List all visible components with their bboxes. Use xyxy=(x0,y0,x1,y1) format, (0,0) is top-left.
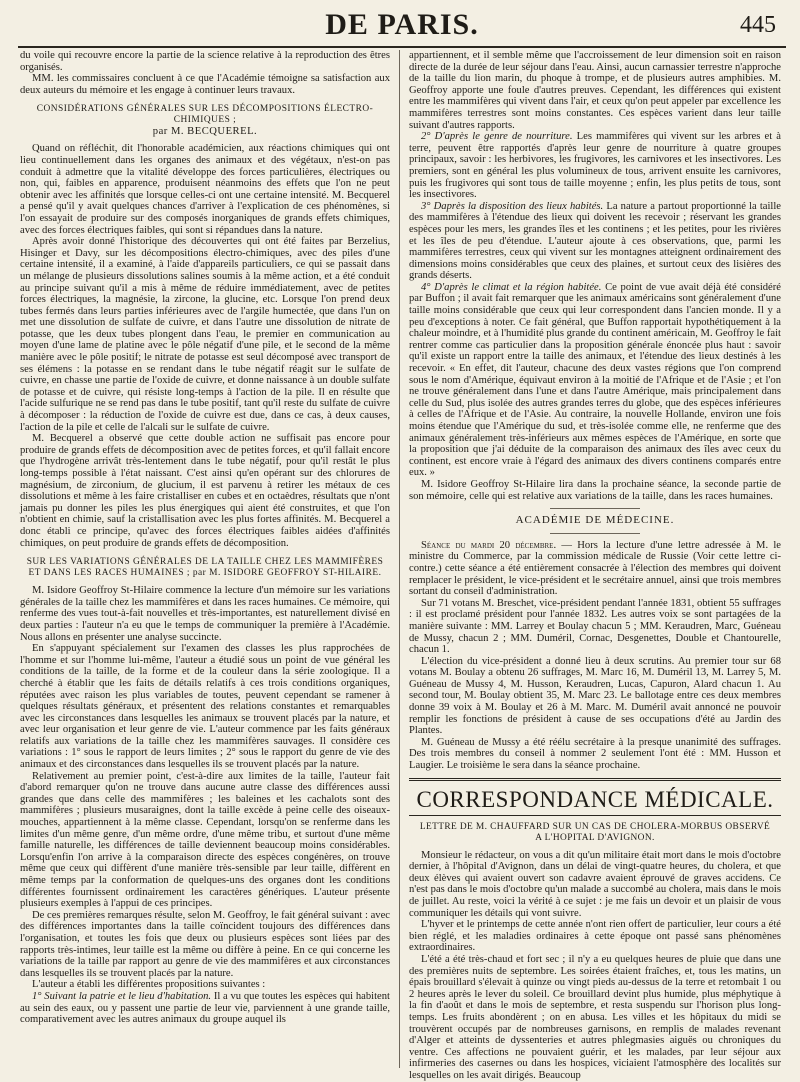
divider xyxy=(550,508,640,509)
paragraph: L'hyver et le printemps de cette année n'ont rien offert de particulier, leur cours a été bien réglé, et les maladies ordinaires à cette époque ont passé sans phénomènes extraordinaires. xyxy=(409,919,781,954)
paragraph: L'auteur a établi les différentes propositions suivantes : xyxy=(32,979,266,991)
paragraph xyxy=(409,282,781,479)
paragraph: Monsieur le rédacteur, on vous a dit qu'un militaire était mort dans le mois d'octobre dernier, à l'hôpital d'Avignon, dans un délai de vingt-quatre heures, du cholera, et que deux élèves qui avaient ouvert son cadavre avaient éprouvé de graves accidens. Ce n'est pas dans le mois d'octobre qu'un malade a succombé au cholera, mais dans le mois de juillet. Au reste, voici la vérité à ce sujet : je me fais un devoir et un plaisir de vous communiquer les détails qui vont suivre. xyxy=(409,849,781,919)
paragraph: M. Isidore Geoffroy St-Hilaire lira dans la prochaine séance, la seconde partie de son mémoire, celle qui est relative aux variations de la taille, dans les races humaines. xyxy=(409,478,781,502)
section-title: SUR LES VARIATIONS GÉNÉRALES DE LA TAILLE CHEZ LES MAMMIFÈRES ET DANS LES RACES HUMAINES ; par M. ISIDORE GEOFFROY ST-HILAIRE. xyxy=(26,557,384,579)
paragraph: Sur 71 votans M. Breschet, vice-président pendant l'année 1831, obtient 55 suffrages : il est proclamé président pour l'année 1832. Les autres voix se sont partagées de la manière suivante : MM. Larrey et Boulay chacun 5 ; MM. Keraudren, Marc, Guéneau de Mussy, chacun 2 ; MM. Duméril, Cornac, Desgenettes, Double et Chantourelle, chacun 1. xyxy=(409,597,781,656)
paragraph: De ces premières remarques résulte, selon M. Geoffroy, le fait général suivant : avec des différences importantes dans la taille coïncident toujours des différences dans l'organisation, et toutes les fois que deux ou plusieurs espèces sont liées par des rapports très-intimes, leur taille est la même ou diffère à peine. En ce qui concerne les variations de la taille par rapport au genre de vie des mammifères et aux circonstances dans lesquelles ils se trouvent placés par la nature. xyxy=(20,909,390,979)
running-head xyxy=(18,6,786,46)
letter-heading xyxy=(409,822,781,844)
paragraph-lead: 4° D'après le climat et la région habitée. xyxy=(421,281,602,293)
divider xyxy=(550,533,640,534)
paragraph: Quand on réfléchit, dit l'honorable académicien, aux réactions chimiques qui ont lieu continuellement dans les organes des animaux et des végétaux, n'est-on pas conduit à admettre que la vitalité développe des forces particulières, électriques ou non, qui, faibles en apparence, produisent néanmoins des effets que l'on ne peut obtenir avec les affinités que lorsque celles-ci ont une certaine intensité. M. Becquerel a pensé qu'il y avait quelques chances d'arriver à l'explication de ces phénomènes, si l'on essayait de produire sur des composés inorganiques de grands effets chimiques, avec des forces électriques faibles, qui sont si répandues dans la nature. xyxy=(20,143,390,236)
paragraph-lead: 3° Daprès la disposition des lieux habités. xyxy=(421,200,604,212)
column-rule xyxy=(399,50,400,1068)
paragraph: En s'appuyant spécialement sur l'examen des classes les plus rapprochées de l'homme et sur l'homme lui-même, l'auteur a étudié sous un point de vue général les conditions de la taille, de la forme et de la couleur dans la série zoologique. Il a cherché à établir que les faits de détails relatifs à ces trois conditions organiques, réputées avec raison les plus variables de toutes, peuvent cependant se ramener à quelques résultats généraux, et présentent des relations constantes et remarquables avec les circonstances dans lesquelles les animaux se trouvent placés par la nature, et avec leur organisation et leur genre de vie. L'auteur commence par les faits généraux relatifs aux variations de la taille chez les mammifères sauvages. Il considère ces variations : 1° sous le rapport de leurs limites ; 2° sous le rapport du genre de vie des animaux et des circonstances dans lesquelles ils se trouvent placés par la nature. xyxy=(20,643,390,771)
left-column xyxy=(20,50,390,1072)
correspondance-heading: CORRESPONDANCE MÉDICALE. xyxy=(416,786,774,812)
paragraph-body: Ce point de vue avait déjà été considéré par Buffon ; il avait fait remarquer que les animaux américains sont généralement d'une taille moins considérable que ceux qui leur correspondent dans l'ancien monde. Il y a peu d'exceptions à noter. Ce fait général, que Buffon rapportait hypothétiquement à la chaleur moindre, et à l'humidité plus grande du continent américain, M. Geoffroy le fait rentrer comme cas particulier dans la proposition générale énoncée plus haut : savoir qu'il existe un rapport entre la taille des animaux, et l'étendue des lieux destinés à les recevoir. « En effet, dit l'auteur, chacune des deux vastes régions que l'on comprend sous le nom d'Amérique, équivaut environ à la moitié de l'Afrique et de l'Asie ; et l'on ne trouve généralement dans l'une et dans l'autre Amérique, mais principalement dans celle du Sud, plus isolée des autres grandes terres du globe, que des espèces inférieures à celles de l'Afrique et de l'Asie. Au contraire, la nouvelle Hollande, environ une fois moins étendue que l'Amérique du sud, et très-isolée comme elle, ne renferme que des animaux généralement très-inférieurs aux mêmes espèces de l'Amérique, en sorte que la proposition que j'ai déduite de la comparaison des animaux des îles avec ceux du continent, est encore vraie à l'égard des animaux des divers continens comparés entre eux. » xyxy=(409,281,781,479)
paragraph xyxy=(409,540,781,598)
paragraph-body: Il a vu que toutes les espèces qui habitent au sein des eaux, ou y passent une partie de leur vie, parviennent à une grande taille, comparativement avec les autres animaux du groupe auquel ils xyxy=(20,990,390,1026)
paragraph xyxy=(409,201,781,282)
letter-heading-line: LETTRE DE M. CHAUFFARD SUR UN CAS DE CHOLERA-MORBUS OBSERVÉ xyxy=(419,821,771,832)
paragraph-body: La nature a partout proportionné la taille des mammifères à l'étendue des lieux qui doivent les recevoir ; réservant les grandes espèces pour les mers, les grandes îles et les continens ; et les petites, pour les rivières et les îles de peu d'étendue. L'auteur ajoute à ces observations, que, parmi les mammifères terrestres, ceux qui vivent sur les montagnes atteignent ordinairement des dimensions moins considérables que ceux des plaines, et surtout ceux des lisières des grands déserts. xyxy=(409,200,782,282)
header-rule xyxy=(18,46,786,48)
section-rule xyxy=(409,815,781,816)
section-title: CONSIDÉRATIONS GÉNÉRALES SUR LES DÉCOMPOSITIONS ÉLECTRO-CHIMIQUES ; xyxy=(36,104,374,126)
paragraph-lead: 2° D'après le genre de nourriture. xyxy=(421,131,573,143)
paragraph: appartiennent, et il semble même que l'accroissement de leur dimension soit en raison directe de la durée de leur séjour dans l'eau. Ainsi, aucun carnassier terrestre n'approche de la taille du lion marin, du phoque à trompe, et de plusieurs autres amphibies. M. Geoffroy apporte une foule d'autres preuves. Cependant, les différences qui existent entre les mammifères qui vivent dans l'air, et ceux qu'on peut appeler par excellence les mammifères terrestres sont moins constantes. Ces espèces varient dans leur taille suivant d'autres rapports. xyxy=(409,50,781,131)
paragraph: M. Becquerel a observé que cette double action ne suffisait pas encore pour produire de grands effets de décomposition avec de petites forces, et qu'il fallait encore que l'hydrogène arrivât très-lentement dans le tube négatif, pour qu'il restât le plus long-temps possible à l'état naissant. C'est ainsi qu'en opérant sur des chlorures de magnésium, de zirconium, de glucium, il est parvenu à retirer les métaux de ces dissolutions et même à les faire cristalliser en cubes et en octaèdres, résultats que n'ont jamais pu donner les piles les plus énergiques qui aient été construites, et que l'on n'obtient en chimie, sauf la cristallisation avec les plus fortes affinités. M. Becquerel a donc établi ce principe, qu'avec des forces électriques faibles aidées d'affinités chimiques, on peut produire de grands effets de décomposition. xyxy=(20,433,390,549)
letter-heading-line: A L'HOPITAL D'AVIGNON. xyxy=(535,832,655,843)
section-heading-geoffroy xyxy=(20,557,390,579)
paragraph: L'été a été très-chaud et fort sec ; il n'y a eu quelques heures de pluie que dans une des premières nuits de septembre. Les soirées étaient fraîches, et, tous les matins, un épais brouillard s'élevait à quinze ou vingt pieds au-dessus de la terre et retombait 1 ou 2 heures après le lever du soleil. Ce brouillard devint plus humide, plus méphytique à la fin d'août et dans le mois de septembre, et resta suspendu sur l'horison plus long-temps. Les fruits abondèrent ; on en abusa. Les villes et les hôpitaux du midi se trouvèrent occupés par de nombreuses garnisons, en remplis de malades revenant d'Alger et atteints de dyssenteries et autres phlegmasies aiguës ou chroniques du ventre. Ces affections ne pouvaient guérir, et les malades, par leur séjour aux infirmeries des casernes ou dans les hospices, viciaient l'atmosphère des localités sur lesquelles on les avait dirigés. Beaucoup xyxy=(409,953,781,1081)
section-heading-academie: ACADÉMIE DE MÉDECINE. xyxy=(515,514,675,527)
right-column xyxy=(409,50,782,1081)
section-heading-becquerel xyxy=(20,104,390,137)
paragraph: du voile qui recouvre encore la partie de la science relative à la reproduction des êtres organisés. xyxy=(20,50,390,73)
paragraph: Relativement au premier point, c'est-à-dire aux limites de la taille, l'auteur fait d'abord remarquer qu'on ne trouve dans aucune autre classe des différences aussi grandes que dans celle des mammifères ; les baleines et les cachalots sont des mammifères ; plusieurs musaraignes, dont la taille excède à peine celle des oiseaux-mouches, appartiennent à la même classe. Cependant, lorsqu'on se renferme dans les limites d'un même genre, d'un même ordre, d'une même tribu, et surtout d'une même famille naturelle, les différences de taille deviennent beaucoup moins considérables. Lorsqu'enfin l'on arrive à la comparaison directe des espèces congénères, on trouve même que ceux qui diffèrent d'une manière très-sensible par leur taille, diffèrent en même temps par la conformation de quelques-uns des organes dont les conditions différentes fournissent ordinairement les caractères génériques. L'auteur présente plusieurs exemples à l'appui de ces principes. xyxy=(20,770,390,910)
paragraph: MM. les commissaires concluent à ce que l'Académie témoigne sa satisfaction aux deux auteurs du mémoire et les engage à continuer leurs travaux. xyxy=(20,73,390,96)
paragraph-body: — Hors la lecture d'une lettre adressée à M. le ministre du Commerce, par la commission médicale de Russie (Voir cette lettre ci-contre.) cette séance a été entièrement consacrée à l'élection des membres qui doivent remplacer le président, le vice-président et le secrétaire annuel, ainsi que trois membres sortant du conseil d'administration. xyxy=(409,539,782,598)
paragraph: L'élection du vice-président a donné lieu à deux scrutins. Au premier tour sur 68 votans M. Boulay a obtenu 26 suffrages, M. Marc 16, M. Duméril 13, M. Larrey 5, M. Guéneau de Mussy 4, M. Husson, Keraudren, Lucas, Capuron, Alard chacun 1. Au second tour, M. Boulay obtient 35, M. Marc 23. Le ballotage entre ces deux membres donne 39 voix à M. Boulay et 26 à M. Marc. M. Duméril avait annoncé ne pouvoir remplir les fonctions de président à cause de ses occupations d'été au Jardin des Plantes. xyxy=(409,655,781,737)
paragraph: Après avoir donné l'historique des découvertes qui ont été faites par Berzelius, Hisinger et Davy, sur les décompositions électro-chimiques, avec des piles d'une certaine intensité, il a examiné, à l'aide d'appareils particuliers, ce qui se passait dans un mélange de plusieurs dissolutions salines soumis à la même action, et a été conduit au principe suivant qu'il a mis à même de réduire immédiatement, avec de petites forces électriques, la magnésie, la zircone, la glucine, etc. Lorsque l'on prend deux tubes fermés dans leurs parties inférieures avec de l'argile humectée, que dans l'un on met une dissolution de sulfate de cuivre, et dans l'autre une dissolution de nitrate de potasse, que les deux tubes plongent dans l'eau, le premier en communication au moyen d'une lame de platine avec le pôle négatif d'une pile, et le second de la même manière avec le pôle positif; le nitrate de potasse est seul décomposé avec transport de ses élémens : la potasse en se rendant dans le tube négatif réagit sur le sulfate de cuivre, en chasse une partie de l'oxide de cuivre, et donne naissance à un double sulfate de potasse et de cuivre, qui résiste long-temps à l'action de la pile. Il en résulte que l'acide sulfurique ne se rend pas dans le tube positif, tant qu'il reste du sulfate de cuivre à décomposer : la réduction de l'oxide de cuivre est due, dans ce cas, à deux causes, l'action de la pile et celle de l'alcali sur le sulfate de cuivre. xyxy=(20,236,390,433)
paragraph xyxy=(409,131,781,201)
section-rule xyxy=(409,778,781,781)
paragraph-lead: 1° Suivant la patrie et le lieu d'habitation. xyxy=(32,990,212,1002)
paragraph: M. Guéneau de Mussy a été réélu secrétaire à la presque unanimité des suffrages. Des trois membres du conseil à nommer 2 seulement l'ont été : MM. Husson et Laugier. Le troisième le sera dans la séance prochaine. xyxy=(409,736,781,772)
page-number: 445 xyxy=(740,12,776,38)
session-date: Séance du mardi 20 décembre. xyxy=(421,539,557,551)
paragraph-body: Les mammifères qui vivent sur les arbres et à terre, peuvent être rapportés d'après leur genre de nourriture à quatre groupes principaux, savoir : les herbivores, les frugivores, les carnivores et les insectivores. Les premiers, sont en général les plus volumineux de tous, arrivent ensuite les carnivores, puis les frugivores qui sont tous de taille moyenne ; enfin, les plus petits de tous, sont les insectivores. xyxy=(409,131,781,201)
section-author: par M. BECQUEREL. xyxy=(152,126,258,138)
page-title: DE PARIS. xyxy=(325,8,479,41)
paragraph: M. Isidore Geoffroy St-Hilaire commence la lecture d'un mémoire sur les variations générales de la taille chez les mammifères et dans les races humaines. Ce mémoire, qui renferme des vues tout-à-fait nouvelles et très-importantes, est naturellement divisé en deux parties : l'auteur n'a eu que le temps de communiquer la première à l'Académie. Nous allons en présenter une analyse succincte. xyxy=(20,585,390,643)
paragraph xyxy=(20,991,390,1026)
